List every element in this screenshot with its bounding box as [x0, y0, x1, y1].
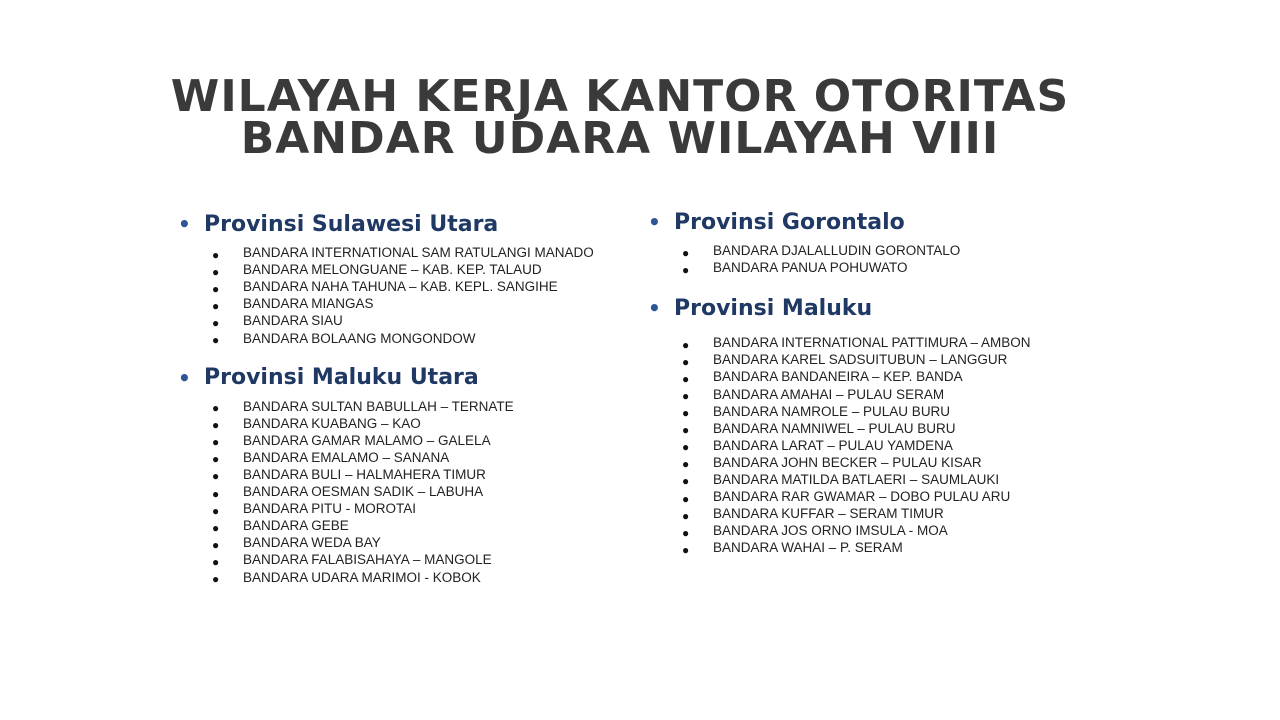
bullet-icon: ● — [682, 457, 690, 472]
list-item — [682, 420, 1108, 437]
airport-name: BANDARA NAHA TAHUNA – KAB. KEPL. SANGIHE — [243, 279, 558, 295]
bullet-icon: ● — [212, 418, 220, 433]
bullet-icon: ● — [682, 508, 690, 523]
list-item — [212, 398, 638, 415]
province-heading — [648, 292, 1108, 324]
province-heading — [178, 208, 638, 240]
airport-name: BANDARA INTERNATIONAL PATTIMURA – AMBON — [713, 335, 1031, 351]
bullet-icon: ● — [682, 542, 690, 557]
bullet-icon: ● — [682, 262, 690, 277]
airport-name: BANDARA JOS ORNO IMSULA - MOA — [713, 523, 948, 539]
list-item — [212, 295, 638, 312]
bullet-icon: ● — [682, 474, 690, 489]
list-item — [212, 517, 638, 534]
bullet-icon: ● — [212, 520, 220, 535]
list-item — [212, 415, 638, 432]
airport-name: BANDARA JOHN BECKER – PULAU KISAR — [713, 454, 982, 470]
bullet-icon: ● — [682, 525, 690, 540]
bullet-icon: • — [178, 212, 191, 236]
province-heading — [178, 362, 638, 394]
page-title — [0, 71, 1240, 164]
bullet-icon: ● — [212, 554, 220, 569]
bullet-icon: ● — [212, 298, 220, 313]
airport-name: BANDARA KUFFAR – SERAM TIMUR — [713, 506, 944, 522]
province-heading — [648, 206, 1108, 238]
airport-name: BANDARA DJALALLUDIN GORONTALO — [713, 243, 961, 259]
airport-name: BANDARA SIAU — [243, 313, 343, 329]
title-line-1: WILAYAH KERJA KANTOR OTORITAS — [170, 71, 1070, 122]
bullet-icon: ● — [682, 337, 690, 352]
bullet-icon: ● — [682, 354, 690, 369]
province-title: Provinsi Maluku Utara — [204, 365, 479, 391]
bullet-icon: ● — [212, 435, 220, 450]
bullet-icon: ● — [682, 389, 690, 404]
bullet-icon: ● — [212, 486, 220, 501]
airport-name: BANDARA BANDANEIRA – KEP. BANDA — [713, 369, 963, 385]
airport-name: BANDARA AMAHAI – PULAU SERAM — [713, 386, 945, 402]
airport-name: BANDARA OESMAN SADIK – LABUHA — [243, 484, 484, 500]
list-item — [212, 449, 638, 466]
bullet-icon: ● — [212, 264, 220, 279]
list-item — [682, 259, 1108, 276]
list-item — [682, 522, 1108, 539]
bullet-icon: ● — [212, 333, 220, 348]
list-item — [212, 244, 638, 261]
list-item — [212, 278, 638, 295]
airport-name: BANDARA SULTAN BABULLAH – TERNATE — [243, 398, 514, 414]
airport-name: BANDARA NAMNIWEL – PULAU BURU — [713, 420, 956, 436]
list-item — [682, 488, 1108, 505]
list-item — [212, 551, 638, 568]
airport-name: BANDARA INTERNATIONAL SAM RATULANGI MANADO — [243, 245, 594, 261]
list-item — [682, 437, 1108, 454]
airport-list — [648, 242, 1108, 276]
list-item — [682, 385, 1108, 402]
bullet-icon: ● — [212, 452, 220, 467]
bullet-icon: • — [648, 296, 661, 321]
list-item — [212, 312, 638, 329]
bullet-icon: ● — [212, 503, 220, 518]
airport-name: BANDARA BULI – HALMAHERA TIMUR — [243, 466, 486, 482]
airport-name: BANDARA KUABANG – KAO — [243, 415, 421, 431]
bullet-icon: ● — [212, 281, 220, 296]
right-column — [648, 206, 1108, 556]
airport-list — [178, 244, 638, 347]
bullet-icon: ● — [682, 406, 690, 421]
airport-name: BANDARA PANUA POHUWATO — [713, 260, 908, 276]
province-title: Provinsi Gorontalo — [674, 209, 905, 235]
airport-list — [648, 334, 1108, 556]
list-item — [682, 334, 1108, 351]
list-item — [212, 329, 638, 346]
airport-name: BANDARA MIANGAS — [243, 296, 374, 312]
list-item — [212, 483, 638, 500]
list-item — [212, 534, 638, 551]
province-section-gorontalo — [648, 206, 1108, 276]
bullet-icon: ● — [212, 401, 220, 416]
title-line-2: BANDAR UDARA WILAYAH VIII — [240, 113, 1000, 164]
list-item — [682, 403, 1108, 420]
list-item — [212, 569, 638, 586]
list-item — [682, 454, 1108, 471]
airport-name: BANDARA UDARA MARIMOI - KOBOK — [243, 569, 481, 585]
list-item — [682, 351, 1108, 368]
list-item — [682, 242, 1108, 259]
bullet-icon: ● — [212, 469, 220, 484]
province-section-maluku — [648, 292, 1108, 556]
list-item — [212, 466, 638, 483]
bullet-icon: ● — [682, 371, 690, 386]
airport-name: BANDARA EMALAMO – SANANA — [243, 449, 450, 465]
bullet-icon: ● — [212, 572, 220, 587]
list-item — [682, 471, 1108, 488]
airport-name: BANDARA WAHAI – P. SERAM — [713, 540, 903, 556]
province-title: Provinsi Sulawesi Utara — [204, 211, 499, 237]
airport-name: BANDARA RAR GWAMAR – DOBO PULAU ARU — [713, 489, 1011, 505]
bullet-icon: ● — [682, 423, 690, 438]
airport-name: BANDARA FALABISAHAYA – MANGOLE — [243, 552, 492, 568]
airport-name: BANDARA GEBE — [243, 518, 349, 534]
airport-name: BANDARA GAMAR MALAMO – GALELA — [243, 432, 491, 448]
airport-name: BANDARA MELONGUANE – KAB. KEP. TALAUD — [243, 262, 542, 278]
left-column — [178, 208, 638, 586]
airport-name: BANDARA MATILDA BATLAERI – SAUMLAUKI — [713, 471, 1000, 487]
airport-name: BANDARA PITU - MOROTAI — [243, 501, 417, 517]
bullet-icon: ● — [682, 440, 690, 455]
airport-name: BANDARA BOLAANG MONGONDOW — [243, 330, 476, 346]
list-item — [212, 500, 638, 517]
airport-name: BANDARA WEDA BAY — [243, 535, 381, 551]
bullet-icon: ● — [682, 245, 690, 260]
airport-name: BANDARA LARAT – PULAU YAMDENA — [713, 437, 953, 453]
airport-list — [178, 398, 638, 586]
province-section-sulawesi-utara — [178, 208, 638, 347]
bullet-icon: ● — [682, 491, 690, 506]
province-title: Provinsi Maluku — [674, 295, 873, 321]
bullet-icon: ● — [212, 315, 220, 330]
list-item — [682, 505, 1108, 522]
bullet-icon: • — [648, 210, 661, 234]
bullet-icon: ● — [212, 247, 220, 262]
province-section-maluku-utara — [178, 362, 638, 586]
list-item — [212, 261, 638, 278]
bullet-icon: ● — [212, 537, 220, 552]
airport-name: BANDARA NAMROLE – PULAU BURU — [713, 403, 951, 419]
airport-name: BANDARA KAREL SADSUITUBUN – LANGGUR — [713, 352, 1008, 368]
list-item — [682, 368, 1108, 385]
list-item — [212, 432, 638, 449]
list-item — [682, 539, 1108, 556]
bullet-icon: • — [178, 365, 191, 390]
